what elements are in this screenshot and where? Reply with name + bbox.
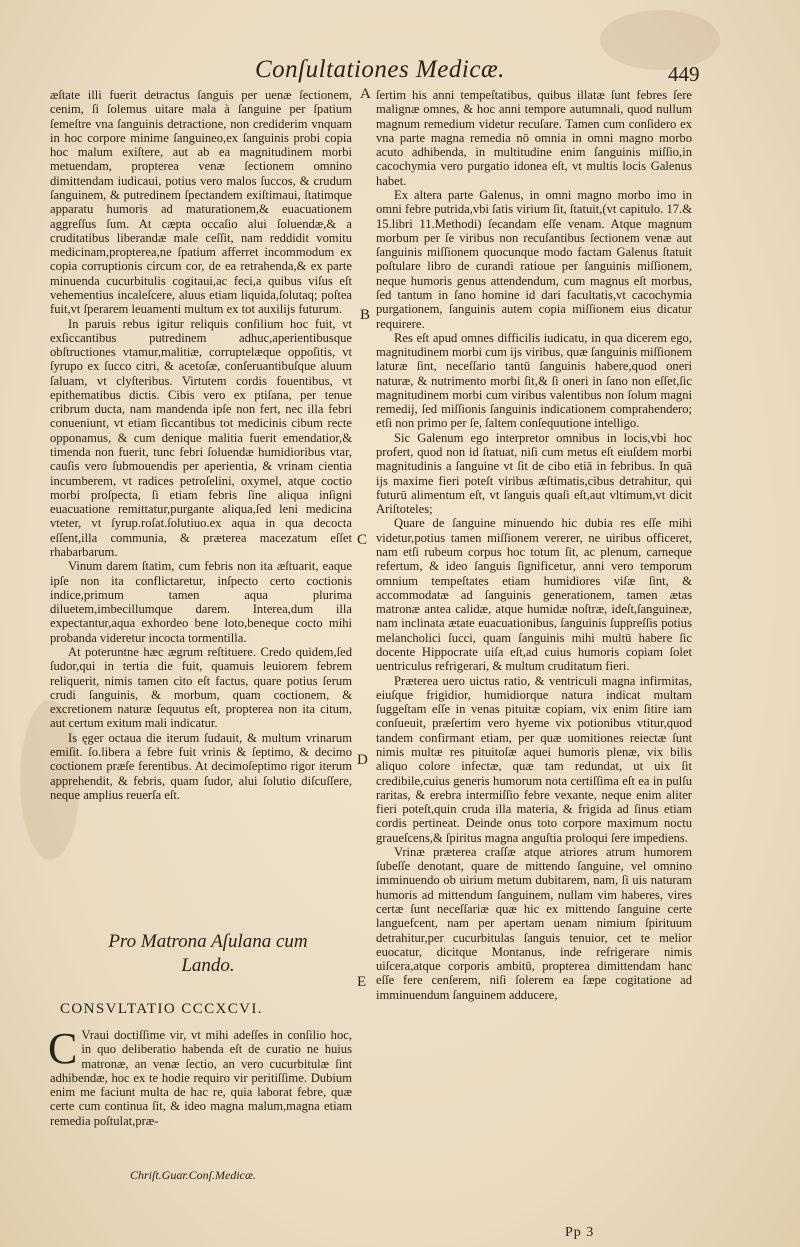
margin-marker-c: C xyxy=(357,532,368,548)
right-paragraph: Quare de ſanguine minuendo hic dubia res eſſe mihi videtur,potius tamen miſſionem vererer, ne uiribus officeret, nam etſi rubeum corpus hoc totum ſit, ac plenum, carneque refertum, & ideo ſanguis ſignificetur, anni vero temporum omnium tempeſtates etiam humidiores viſæ ſint, & accommodatæ ad ſanguinis generationem, tamen ætas matronæ antea calidæ, atque humidæ noſtræ, ideſt,ſanguineæ, nam inclinata ætate euacuationibus, ſanguinis ſuppreſſis potius melancholici ſucci, quam ſanguinis mihi multū habere ſic docente Hippocrate uiſa eſt,ad cuius humoris copiam ſolet uentriculus refrigerari, & multum cruditatum fieri. xyxy=(376,516,692,674)
consultatio-body: Vraui doctiſſime vir, vt mihi adeſſes in conſilio hoc, in quo deliberatio habenda eſt de curatio ne huius matronæ, an venæ ſectio, an vero cucurbitulæ ſint adhibendæ, hoc ex te hodie requiro vir peritiſſime. Dubium enim me faciunt multa de hac re, quia laborat febre, quæ certe cum continua ſit, & ideo magna malum,magna etiam remedia poſtulat,præ- xyxy=(50,1028,352,1128)
drop-cap: C xyxy=(48,1024,78,1073)
left-column xyxy=(50,88,352,802)
signature-mark-pp: Pp 3 xyxy=(565,1225,595,1240)
margin-marker-e: E xyxy=(357,974,367,990)
left-paragraph: At poteruntne hæc ægrum reſtituere. Credo quidem,ſed ſudor,qui in tertia die fuit, quamuis leuiorem febrem reliquerit, nimis tamen cito eſt factus, quare potius ſerum crudi ſanguinis, & morbum, quam coctionem, & excretionem naturæ ſequutus eſt, propterea non ita citum, aut certum exitum mali indicatur. xyxy=(50,644,352,731)
right-paragraph: Sic Galenum ego interpretor omnibus in locis,vbi hoc profert, quod non id ſtatuat, niſi cum metus eſt eiuſdem morbi magnitudinis a ſanguine vt ſit de cibo etiā in febribus. In quā ijs maxime fieri poteſt viribus æſtimatis,cibus detrahitur, qui futurū alimentum eſt, vt ſanguis quaſi eſt,aut vltimum,vt dicit Ariſtoteles; xyxy=(376,430,692,517)
left-paragraph: Is ęger octaua die iterum ſudauit, & multum vrinarum emiſit. ſo.libera a febre fuit vrinis & ſeptimo, & decimo coctionem præſe ferentibus. At decimoſeptimo rigor iterum apprehendit, & febris, quam ſudor, alui ſolutio diſcuſſere, neque amplius reuerſa eſt. xyxy=(50,730,352,802)
consultatio-heading: CONSVLTATIO CCCXCVI. xyxy=(60,1001,263,1017)
margin-marker-a: A xyxy=(360,86,371,102)
page-header xyxy=(0,50,800,90)
right-paragraph: Res eſt apud omnes difficilis iudicatu, in qua dicerem ego, magnitudinem morbi cum ijs viribus, quæ ſanguinis miſſionem laturæ ſint, neceſſario tantū ſanguinis habere,quod oneri naturæ, & nutrimento morbi ſit,& ſi oneri in ſano non eſſet,ſic magnitudinem morbi cum viribus valentibus non ſolum magni remedij, ſed miſſionis ſanguinis indicationem comprahendero; etſi non primo per ſe, ſaltem conſequutione intelligo. xyxy=(376,330,692,431)
right-paragraph: Ex altera parte Galenus, in omni magno morbo imo in omni febre putrida,vbi ſatis virium ſit, ſtatuit,(vt capitulo. 17.& 15.libri 11.Methodi) ſecandam eſſe venam. Atque magnum morbum per ſe viribus non recuſantibus ſectionem venæ aut ſanguinis miſſionem quocunque modo factam Galenus ſtatuit poſtulare libro de curandi ratioue per ſanguinis miſſionem, neque humoris genus attendendum, cum magnus eſt morbus, ſed tantum in ſano homine id dari facultatis,vt cacochymia purgationem, ſanguinis autem copia miſſionem eius dicatur requirere. xyxy=(376,187,692,331)
heading-line: Lando. xyxy=(181,955,235,976)
left-paragraph: Vinum darem ſtatim, cum febris non ita æſtuarit, eaque ipſe non ita conflictaretur, inſpecto certo coctionis indice,primum tamen aqua plurima diluetem,imbecillumque darem. Interea,dum illa expectantur,aqua exhordeo bene loto,beneque cocto mihi probanda videretur incocta tormentilla. xyxy=(50,559,352,645)
margin-marker-b: B xyxy=(360,307,371,323)
margin-marker-d: D xyxy=(357,752,368,768)
right-paragraph: ſertim his anni tempeſtatibus, quibus illatæ ſunt febres ſere malignæ omnes, & hoc anni tempore autumnali, quod nullum magnum remedium videtur recuſare. Tamen cum conſidero ex vna parte magna remedia nō omnia in omni magno morbo acuto adhibenda, in multitudine enim ſanguinis miſſio,in cacochymia vero purgatio idonea eſt, vt multis locis Galenus habet. xyxy=(376,88,692,188)
heading-line: Pro Matrona Aſulana cum xyxy=(108,931,308,952)
section-heading xyxy=(78,930,338,978)
running-title: Conſultationes Medicæ. xyxy=(255,56,505,83)
right-paragraph: Præterea uero uictus ratio, & ventriculi magna infirmitas, eiuſque frigidior, humidiorque natura indicat multam ſuggeſtam eſſe in venas pituitæ copiam, vix enim ſitire iam conſueuit, præſertim vero hyeme vix potionibus vtitur,quod tandem confirmant etiam, per quæ uomitiones reiectæ ſunt nimis multæ res pituitoſæ aquei humoris plenæ, vix bilis aliquo colore infectæ, quæ tam redundat, ut uix ſit credibile,cuius generis humorum nota certiſſima eſt ea in pulſu raritas, & erebra intermiſſio febre vexante, neque enim aliter fieri poteſt,quin cruda illa materia, & frigida ad ſinus etiam cordis pertineat. Deinde onus toto corpore maximum noctu graueſcens,& ſpiritus magna anguſtia proloqui ſere impediens. xyxy=(376,673,692,845)
signature-mark: Chriſt.Guar.Conſ.Medicæ. xyxy=(130,1168,257,1182)
left-paragraph: æſtate illi fuerit detractus ſanguis per uenæ ſectionem, cenim, ſi ſolemus uitare mala à ſanguine per ſpatium ſemeſtre vna ſanguinis detractione, non crediderim vnquam in hoc corpore minime ſanguineo,ex ſanguinis probi copia hoc malum exiſtere, aut ab ea magnitudinem morbi metuendam, propterea venæ ſectionem omnino dimittendam iudicaui, potius vero malos ſuccos, & crudum ſanguinem, & putredinem ſpectandem exiſtimaui, ſtatimque apparatu humoris ad maturationem,& euacuationem aggreſſus ſum. At cæpta occaſio alui ſoluendæ,& a cruditatibus liberandæ male ceſſit, nam reddidit vomitu medicinam,propterea,ne ſpatium afferret incommodum ex copia corruptionis circum cor, de ea retrahenda,& ex parte minuenda cucurbitulis cogitaui,ac feci,a quibus viſus eſt vehementius incaleſcere, aluus etiam liquida,ſolutaq; poſtea fuit,vt ſperarem leuamenti multum ex tot auxilijs futurum. xyxy=(50,88,352,317)
consultatio-text xyxy=(48,1024,352,1128)
right-column xyxy=(376,88,692,1002)
right-paragraph: Vrinæ præterea craſſæ atque atriores atrum humorem ſubeſſe denotant, quare de mittendo ſanguine, vel omnino imminuendo ob uirium metum dubitarem, nam, ſi uis naturam humoris ad mittendum ſanguinem, nullam vim haberes, vires certæ ſunt neceſſariæ quæ hic ex mittendo ſanguine certe languefcent, nam per apertam uenam nimium ſpirituum detrahitur,per cucurbitulas ſanguis tenuior, cet te melior euocatur, dicitque Montanus, inde refrigerare nimis uiſcera,atque corporis ambitū, propterea dimittendam hanc eſſe fere cenſerem, niſi ſolerem ea ſæpe cogitatione ad imminuendum ſanguinem adducere, xyxy=(376,844,692,1002)
page-number: 449 xyxy=(668,62,700,86)
left-paragraph: In paruis rebus igitur reliquis conſilium hoc fuit, vt exſiccantibus putredinem adhuc,aperientibusque obſtructiones vtamur,malitiæ, corruptelæque oppoſitis, vt ſyrupo ex ſucco citri, & acetoſæ, conſeruantibuſque aluum ſaluam, vt clyſteribus. Virtutem cordis fouentibus, vt epithematibus dictis. Cibis vero ex ptiſana, per tenue cribrum ducta, nam mandenda ipſe non fert, nec illa febri conueniunt, vt etiam ſiccantibus tot medicinis cibum recte opponamus, & cum denique malitia fuerit emendatior,& timenda non fuerit, tunc febri ſoluendæ humidioribus vtar, cauſis vero ſubmouendis per aperientia, & vrinam cientia incumberem, vt radices petroſelini, oxymel, atque coctio morbi proſpecta, ſi etiam febris ſine aliqua inſigni euacuatione remittatur,purgante aliqua,ſed leni medicina vteter, vt ſyrup.roſat.ſolutiuo.ex aqua in qua decocta eſſent,illa communia, & præterea macezatum eſſet rhabarbarum. xyxy=(50,316,352,559)
